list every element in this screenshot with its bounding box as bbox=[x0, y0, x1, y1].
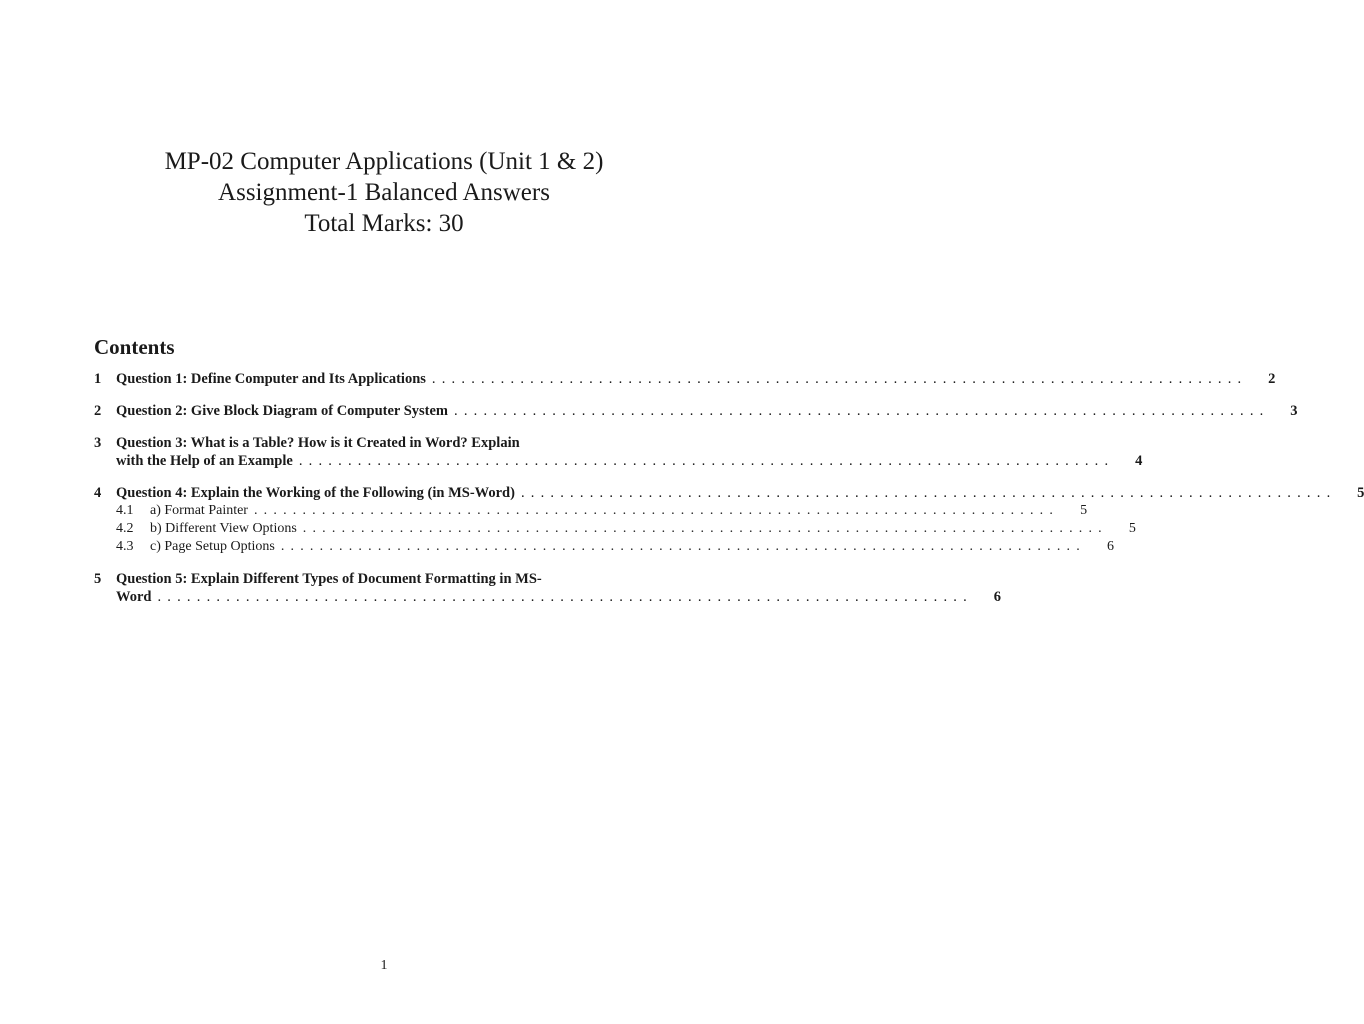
toc-entry-3[interactable] bbox=[94, 434, 1143, 470]
toc-entry-title: Question 1: Define Computer and Its Applications bbox=[116, 371, 426, 387]
toc-subentry-page: 5 bbox=[1080, 503, 1088, 518]
title-line-1: MP-02 Computer Applications (Unit 1 & 2) bbox=[164, 148, 604, 175]
toc-leader-dots: ................................................................................... bbox=[253, 503, 1060, 518]
toc-entry-page: 5 bbox=[1357, 485, 1364, 501]
toc-entry-title-line-2: with the Help of an Example bbox=[116, 453, 293, 469]
toc-subentry-title: b) Different View Options bbox=[150, 521, 297, 536]
toc-subentry-4-3[interactable] bbox=[94, 538, 1114, 556]
toc-subentry-number: 4.1 bbox=[116, 503, 134, 518]
toc-entry-title: Question 4: Explain the Working of the Following (in MS-Word) bbox=[116, 485, 515, 501]
toc-entry-title-line-2: Word bbox=[116, 589, 152, 605]
toc-entry-number: 4 bbox=[94, 485, 102, 501]
toc-entry-number: 1 bbox=[94, 371, 102, 387]
toc-entry-page: 4 bbox=[1135, 453, 1143, 469]
toc-entry-1[interactable] bbox=[94, 370, 1276, 388]
table-of-contents bbox=[94, 370, 1364, 606]
toc-entry-title-line-1: Question 3: What is a Table? How is it Created in Word? Explain bbox=[116, 435, 520, 451]
toc-entry-number: 3 bbox=[94, 435, 102, 451]
page-number: 1 bbox=[380, 958, 388, 973]
toc-leader-dots: ................................................................................... bbox=[431, 371, 1248, 387]
toc-entry-page: 2 bbox=[1268, 371, 1276, 387]
toc-subentry-4-2[interactable] bbox=[94, 520, 1136, 538]
toc-leader-dots: ................................................................................... bbox=[157, 589, 973, 605]
toc-leader-dots: ................................................................................... bbox=[454, 403, 1270, 419]
toc-entry-5[interactable] bbox=[94, 570, 1001, 606]
toc-entry-title: Question 2: Give Block Diagram of Computer System bbox=[116, 403, 448, 419]
toc-subentry-page: 5 bbox=[1128, 521, 1136, 536]
toc-subentry-title: c) Page Setup Options bbox=[150, 539, 275, 554]
toc-entry-2[interactable] bbox=[94, 402, 1298, 420]
toc-entry-page: 6 bbox=[993, 589, 1001, 605]
title-block bbox=[0, 146, 768, 239]
toc-entry-number: 5 bbox=[94, 571, 102, 587]
toc-subentry-title: a) Format Painter bbox=[150, 503, 248, 518]
title-line-3: Total Marks: 30 bbox=[304, 210, 464, 237]
toc-subentry-number: 4.3 bbox=[116, 539, 134, 554]
toc-leader-dots: ................................................................................... bbox=[520, 485, 1337, 501]
toc-entry-4[interactable] bbox=[94, 484, 1364, 502]
contents-heading: Contents bbox=[94, 335, 175, 359]
toc-subentry-number: 4.2 bbox=[116, 521, 134, 536]
title-line-2: Assignment-1 Balanced Answers bbox=[218, 179, 550, 206]
toc-leader-dots: ................................................................................... bbox=[280, 539, 1086, 554]
toc-entry-number: 2 bbox=[94, 403, 102, 419]
toc-entry-page: 3 bbox=[1290, 403, 1298, 419]
toc-subentry-4-1[interactable] bbox=[94, 502, 1088, 520]
toc-entry-title-line-1: Question 5: Explain Different Types of Document Formatting in MS- bbox=[116, 571, 542, 587]
toc-subentry-page: 6 bbox=[1106, 539, 1114, 554]
toc-leader-dots: ................................................................................... bbox=[302, 521, 1108, 536]
toc-leader-dots: ................................................................................... bbox=[298, 453, 1115, 469]
